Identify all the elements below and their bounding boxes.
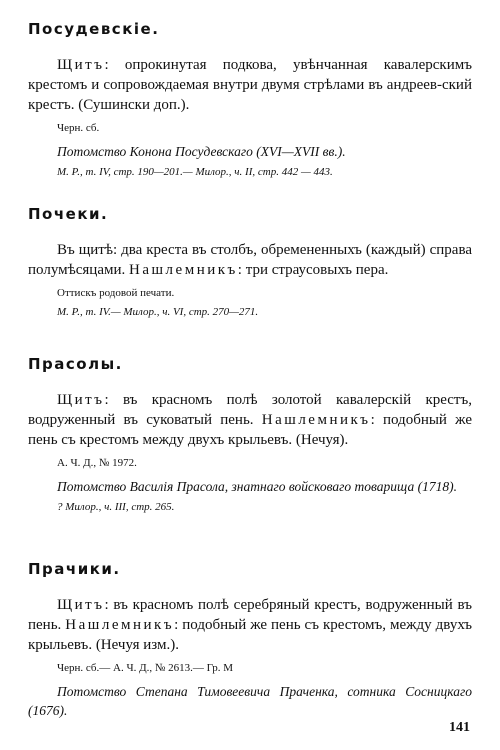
entry-reference: М. Р., т. IV, стр. 190—201.— Милор., ч. II, стр. 442 — 443. [57, 166, 333, 178]
entry-description [28, 55, 472, 115]
crest-text: : три страусовыхъ пера. [237, 262, 389, 278]
entry-description [28, 595, 472, 655]
crest-label: Нашлемникъ [65, 617, 175, 633]
shield-label: Щитъ [57, 57, 105, 73]
entry-reference: М. Р., т. IV.— Милор., ч. VI, стр. 270—271. [57, 306, 259, 318]
entry-source: Черн. сб.— А. Ч. Д., № 2613.— Гр. М [57, 662, 234, 674]
entry-lineage: Потомство Василія Прасола, знатнаго войсковаго товарища (1718). [57, 479, 458, 494]
crest-label: Нашлемникъ [129, 262, 238, 278]
crest-text: : подобный же пень съ крестомъ между двухъ крыльевъ. (Нечуя). [28, 412, 473, 448]
shield-text: : опрокинутая подкова, увѣнчанная кавалерскимъ крестомъ и сопровождаемая внутри двумя стрѣлами въ андреев-ский крестъ. (Сушински доп.). [28, 57, 472, 113]
crest-label: Нашлемникъ [261, 412, 371, 428]
entry-pocheki [28, 205, 472, 320]
shield-label: Щитъ [57, 597, 105, 613]
shield-label: Въ щитѣ [57, 242, 113, 258]
entry-reference: ? Милор., ч. III, стр. 265. [57, 501, 175, 513]
entry-source: Черн. сб. [57, 122, 100, 134]
entry-lineage: Потомство Степана Тимовеевича Праченка, сотника Сосницкаго (1676). [28, 684, 472, 718]
entry-description [28, 240, 472, 280]
shield-text: : въ красномъ полѣ серебряный крестъ, водруженный въ пень. [28, 597, 472, 633]
entry-title: Прачики. [28, 560, 121, 578]
entry-title: Посудевскіе. [28, 20, 160, 38]
entry-prachiki [28, 560, 472, 720]
entry-description [28, 390, 472, 450]
shield-text: : въ красномъ полѣ золотой кавалерскій крестъ, водруженный въ суковатый пень. [28, 392, 472, 428]
entry-posudevskie [28, 20, 472, 180]
entry-prasoly [28, 355, 472, 515]
entry-title: Прасолы. [28, 355, 123, 373]
shield-label: Щитъ [57, 392, 105, 408]
page-number: 141 [449, 720, 470, 735]
shield-text: : два креста въ столбъ, обремененныхъ (каждый) справа полумѣсяцами. [28, 242, 472, 278]
crest-text: : подобный же пень съ крестомъ, между двухъ крыльевъ. (Нечуя изм.). [28, 617, 472, 653]
entry-source: Оттискъ родовой печати. [57, 287, 175, 299]
entry-title: Почеки. [28, 205, 109, 223]
entry-lineage: Потомство Конона Посудевскаго (XVI—XVII вв.). [57, 144, 346, 159]
entry-source: А. Ч. Д., № 1972. [57, 457, 137, 469]
